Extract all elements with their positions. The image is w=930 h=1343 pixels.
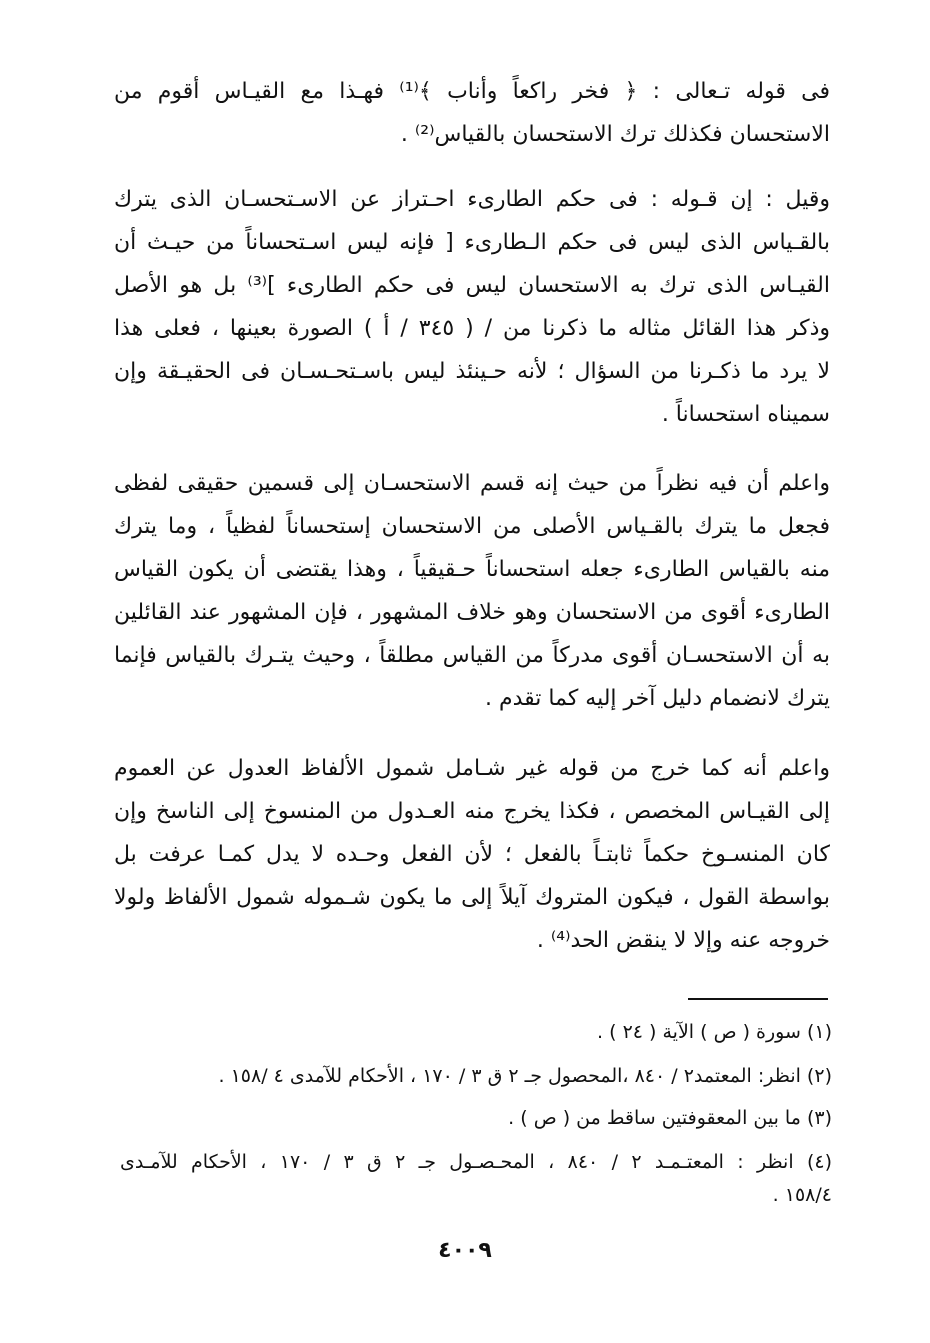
text-line: إلى القيـاس المخصص ، فكذا يخرج منه العـدول من المنسوخ إلى الناسخ وإن [114,799,830,824]
text-line: وذكر هذا القائل مثاله ما ذكرنا من / ( ٣٤٥ / أ ) الصورة بعينها ، فعلى هذا [114,316,830,341]
footnote-line: (٤) انظر : المعتـمـد ٢ / ٨٤٠ ، المحـصـول جـ ٢ ق ٣ / ١٧٠ ، الأحكام للآمـدى [120,1151,833,1173]
text-line: كان المنسـوخ حكماً ثابتـاً بالفعل ؛ لأن الفعل وحـده لا يدل كمـا عرفت بل [114,842,830,867]
footnote-divider [688,998,828,1000]
footnote-line: (٣) ما بين المعقوفتين ساقط من ( ص ) . [508,1107,832,1129]
text-line: القيـاس الذى ترك به الاستحسان ليس فى حكم الطارىء ]⁽³⁾ بل هو الأصل [114,273,830,298]
text-line: الاستحسان فكذلك ترك الاستحسان بالقياس⁽²⁾ . [400,122,830,147]
page-number: ٤٠٠٩ [438,1238,492,1263]
text-line: سميناه استحساناً . [661,402,830,427]
text-line: فجعل ما يترك بالقـياس الأصلى من الاستحسان إستحساناً لفظياً ، وما يترك [114,514,830,539]
footnote-line: ١٥٨/٤ . [772,1184,832,1206]
text-line: لا يرد ما ذكـرنا من السؤال ؛ لأنه حـينئذ ليس باسـتحـسـان فى الحقيـقة وإن [114,359,830,384]
footnote-4 [120,1146,832,1212]
paragraph-1 [114,70,830,156]
text-line: واعلم أن فيه نظراً من حيث إنه قسم الاستحسـان إلى قسمين حقيقى لفظى [114,471,830,496]
text-line: الطارىء أقوى من الاستحسان وهو خلاف المشهور ، فإن المشهور عند القائلين [114,600,830,625]
text-line: فى قوله تـعالى : ﴿ فخر راكعاً وأناب ﴾⁽¹⁾ فهـذا مع القيـاس أقوم من [114,79,830,104]
paragraph-3 [114,462,830,720]
text-line: خروجه عنه وإلا لا ينقض الحد⁽⁴⁾ . [536,928,830,953]
paragraph-4 [114,747,830,962]
text-line: بواسطة القول ، فيكون المتروك آيلاً إلى ما يكون شـموله شمول الألفاظ ولولا [114,885,830,910]
text-line: منه بالقياس الطارىء جعله استحساناً حـقيقياً ، وهذا يقتضى أن يكون القياس [114,557,830,582]
text-line: به أن الاستحسـان أقوى مدركاً من القياس مطلقاً ، وحيث يتـرك بالقياس فإنما [114,643,830,668]
text-line: وقيل : إن قـوله : فى حكم الطارىء احـتراز عن الاسـتحسـان الذى يترك [114,187,830,212]
footnote-3 [120,1102,832,1135]
text-line: بالقـياس الذى ليس فى حكم الـطارىء [ فإنه ليس اسـتحساناً من حيـث أن [114,230,830,255]
footnote-line: (١) سورة ( ص ) الآية ( ٢٤ ) . [597,1021,832,1043]
footnote-1 [120,1016,832,1049]
text-line: يترك لانضمام دليل آخر إليه كما تقدم . [485,686,830,711]
text-line: واعلم أنه كما خرج من قوله غير شـامل شمول الألفاظ العدول عن العموم [114,756,830,781]
footnote-line: (٢) انظر: المعتمد٢ / ٨٤٠ ،المحصول جـ ٢ ق ٣ / ١٧٠ ، الأحكام للآمدى ٤ /١٥٨ . [218,1065,832,1087]
paragraph-2 [114,178,830,436]
footnote-2 [120,1060,832,1093]
